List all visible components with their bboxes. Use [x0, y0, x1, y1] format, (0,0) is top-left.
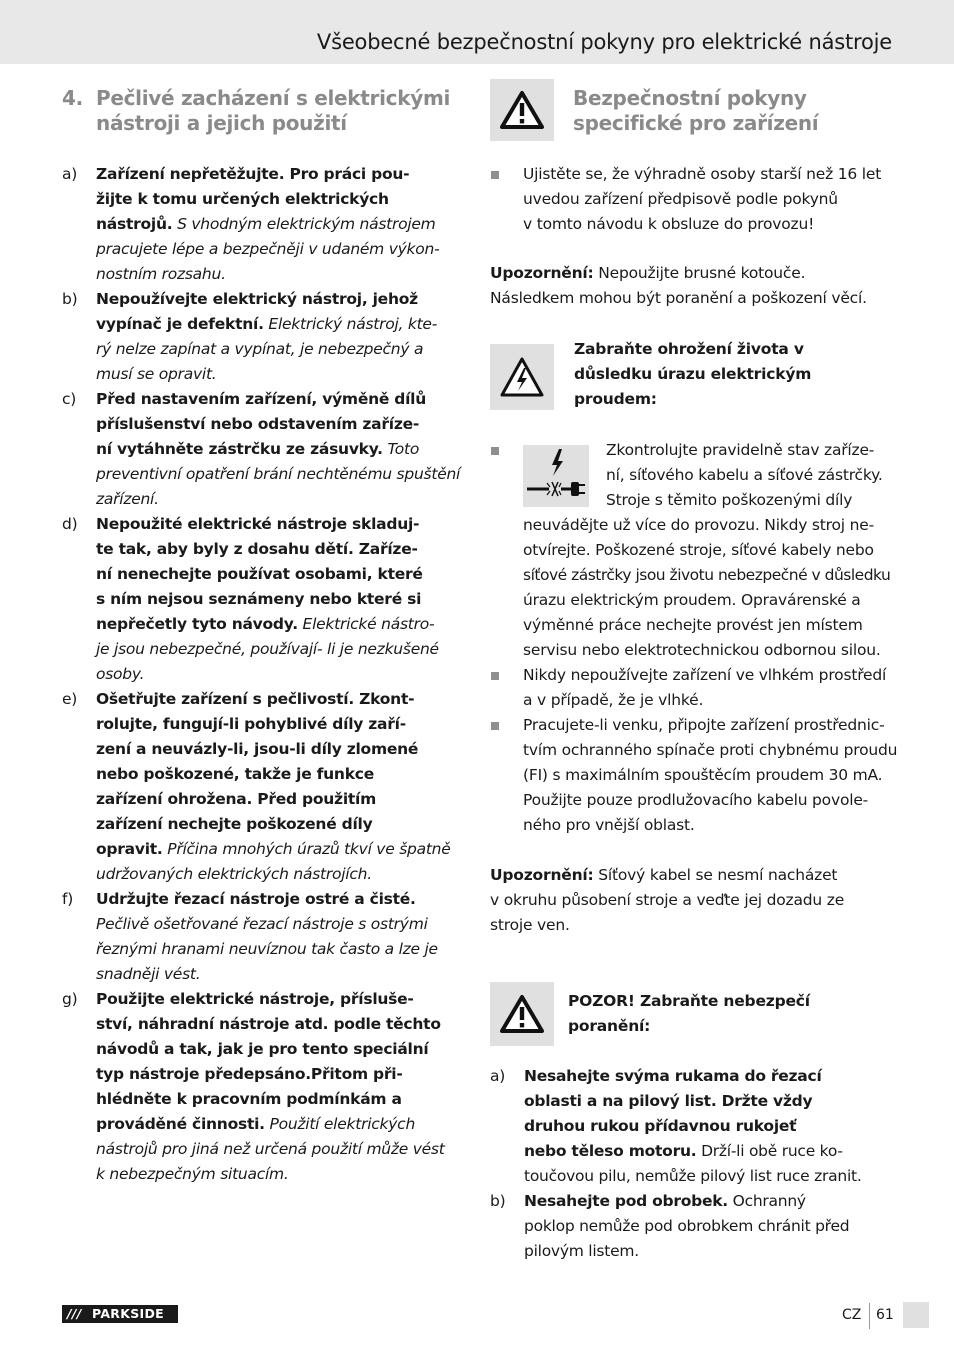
- warning-triangle-icon: [499, 994, 545, 1034]
- footer-marker-box: [903, 1302, 929, 1328]
- text-line: [524, 1089, 894, 1114]
- list-item: [490, 1189, 900, 1264]
- note-text: Nepoužijte brusné kotouče.: [593, 264, 806, 282]
- text-run: Drží-li obě ruce ko-: [696, 1142, 843, 1160]
- text-run: příslušenství nebo odstavením zaříze-: [96, 415, 420, 433]
- text-run: rý nelze zapínat a vypínat, je nebezpečný a: [96, 340, 424, 358]
- text-line: [490, 261, 900, 286]
- text-line: [96, 412, 466, 437]
- text-line: [96, 612, 466, 637]
- text-run: ství, náhradní nástroje atd. podle těchto: [96, 1015, 441, 1033]
- text-line: [96, 637, 466, 662]
- bullet-marker: [491, 171, 499, 179]
- text-run: pilovým listem.: [524, 1242, 639, 1260]
- text-line: [96, 1087, 466, 1112]
- text-line: Stroje s těmito poškozenými díly: [606, 491, 853, 509]
- text-line: [490, 863, 900, 888]
- text-run: Toto: [382, 440, 420, 458]
- footer-page-number: 61: [876, 1307, 894, 1323]
- text-line: [96, 162, 466, 187]
- text-run: Ochranný: [727, 1192, 806, 1210]
- text-run: Elektrický nástroj, kte-: [263, 315, 438, 333]
- text-run: poklop nemůže pod obrobkem chránit před: [524, 1217, 850, 1235]
- text-run: návodů a tak, jak je pro tento speciální: [96, 1040, 429, 1058]
- text-run: nebo poškozené, takže je funkce: [96, 765, 374, 783]
- text-run: Pečlivě ošetřované řezací nástroje s ostrými: [96, 915, 428, 933]
- item-body: [96, 162, 466, 287]
- text-run: S vhodným elektrickým nástrojem: [172, 215, 436, 233]
- text-line: neuvádějte už více do provozu. Nikdy stroj ne-: [523, 516, 874, 534]
- bullet-inspect-cable-short: [606, 438, 900, 513]
- text-run: pracujete lépe a bezpečněji v udaném výkon-: [96, 240, 440, 258]
- text-line: [96, 187, 466, 212]
- text-line: [96, 937, 466, 962]
- item-body: [96, 287, 466, 387]
- text-line: Ujistěte se, že výhradně osoby starší než 16 let: [523, 165, 882, 183]
- text-run: Ošetřujte zařízení s pečlivostí. Zkont-: [96, 690, 415, 708]
- text-run: rolujte, fungují-li pohyblivé díly zaří-: [96, 715, 406, 733]
- text-run: zařízení.: [96, 490, 159, 508]
- warning-triangle-icon: [499, 90, 545, 130]
- text-line: POZOR! Zabraňte nebezpečí: [568, 992, 810, 1010]
- electric-shock-plug-box: [523, 445, 589, 507]
- bullet-inspect-cable: [523, 513, 903, 663]
- text-line: [96, 737, 466, 762]
- text-run: musí se opravit.: [96, 365, 217, 383]
- text-run: s ním nejsou seznámeny nebo které si: [96, 590, 422, 608]
- text-line: [96, 837, 466, 862]
- text-line: ní, síťového kabelu a síťové zástrčky.: [606, 466, 883, 484]
- text-line: [96, 762, 466, 787]
- item-label: b): [62, 290, 78, 308]
- text-line: [96, 387, 466, 412]
- item-label: c): [62, 390, 77, 408]
- note-label: Upozornění:: [490, 264, 594, 282]
- text-line: poranění:: [568, 1017, 651, 1035]
- text-line: [96, 262, 466, 287]
- list-item: [62, 162, 472, 287]
- text-run: řeznými hranami neuvíznou tak často a lze je: [96, 940, 438, 958]
- text-line: [96, 537, 466, 562]
- text-line: [96, 1037, 466, 1062]
- bullet-age-restriction: [523, 162, 903, 237]
- list-item: [62, 687, 472, 887]
- text-run: Udržujte řezací nástroje ostré a čisté.: [96, 890, 416, 908]
- text-run: snadněji vést.: [96, 965, 201, 983]
- text-line: [96, 887, 466, 912]
- item-body: [96, 387, 466, 512]
- bullet-marker: [491, 672, 499, 680]
- text-run: zařízení nechejte poškozené díly: [96, 815, 373, 833]
- text-run: ní vytáhněte zástrčku ze zásuvky.: [96, 440, 383, 458]
- text-run: Nepoužité elektrické nástroje skladuj-: [96, 515, 420, 533]
- text-line: ného pro vnější oblast.: [523, 816, 695, 834]
- item-body: [96, 687, 466, 887]
- text-run: Elektrické nástro-: [297, 615, 435, 633]
- text-line: [96, 212, 466, 237]
- text-line: [96, 662, 466, 687]
- text-run: ní nenechejte používat osobami, které: [96, 565, 423, 583]
- text-run: typ nástroje předepsáno.Přitom při-: [96, 1065, 403, 1083]
- text-run: druhou rukou přídavnou rukojeť: [524, 1117, 797, 1135]
- list-item: [62, 887, 472, 987]
- injury-warning-box: [490, 982, 554, 1046]
- text-line: [524, 1064, 894, 1089]
- electric-warning-box: [490, 344, 554, 410]
- text-run: je jsou nebezpečné, používají- li je nezkušené: [96, 640, 439, 658]
- text-run: oblasti a na pilový list. Držte vždy: [524, 1092, 813, 1110]
- item-label: b): [490, 1192, 506, 1210]
- text-line: otvírejte. Poškozené stroje, síťové kabely nebo: [523, 541, 874, 559]
- item-body: [524, 1064, 894, 1189]
- note-text: Síťový kabel se nesmí nacházet: [593, 866, 838, 884]
- text-run: te tak, aby byly z dosahu dětí. Zaříze-: [96, 540, 418, 558]
- item-label: e): [62, 690, 78, 708]
- text-line: a v případě, že je vlhké.: [523, 691, 704, 709]
- text-line: [96, 687, 466, 712]
- text-line: [96, 712, 466, 737]
- text-line: [524, 1189, 894, 1214]
- text-line: [96, 587, 466, 612]
- text-line: [96, 312, 466, 337]
- text-line: Nikdy nepoužívejte zařízení ve vlhkém prostředí: [523, 666, 887, 684]
- text-line: [524, 1164, 894, 1189]
- text-line: [524, 1214, 894, 1239]
- text-run: udržovaných elektrických nástrojích.: [96, 865, 372, 883]
- text-line: tvím ochranného spínače proti chybnému proudu: [523, 741, 898, 759]
- text-line: [96, 812, 466, 837]
- parkside-logo: [62, 1305, 178, 1323]
- text-run: Nesahejte svýma rukama do řezací: [524, 1067, 822, 1085]
- text-run: nástrojů.: [96, 215, 173, 233]
- text-line: stroje ven.: [490, 916, 570, 934]
- text-line: [96, 862, 466, 887]
- text-line: [96, 1112, 466, 1137]
- text-line: (FI) s maximálním spouštěcím proudem 30 mA.: [523, 766, 883, 784]
- logo-brand: PARKSIDE: [92, 1306, 164, 1321]
- text-line: [96, 787, 466, 812]
- list-item: [62, 987, 472, 1187]
- text-line: [524, 1114, 894, 1139]
- text-line: proudem:: [574, 390, 657, 408]
- bullet-marker: [491, 447, 499, 455]
- item-body: [96, 887, 466, 987]
- text-line: [96, 1162, 466, 1187]
- item-label: f): [62, 890, 74, 908]
- text-run: Zařízení nepřetěžujte. Pro práci pou-: [96, 165, 410, 183]
- item-label: a): [62, 165, 78, 183]
- item-label: a): [490, 1067, 506, 1085]
- note-grinding-discs: [490, 261, 900, 311]
- bullet-marker: [491, 722, 499, 730]
- text-line: [96, 1137, 466, 1162]
- electric-shock-plug-icon: [523, 445, 589, 507]
- note-power-cable: [490, 863, 900, 938]
- text-run: Nesahejte pod obrobek.: [524, 1192, 728, 1210]
- item-body: [524, 1189, 894, 1264]
- text-line: [96, 237, 466, 262]
- text-line: v okruhu působení stroje a veďte jej dozadu ze: [490, 891, 845, 909]
- text-run: Použití elektrických: [264, 1115, 416, 1133]
- footer-language: CZ: [842, 1307, 862, 1323]
- text-run: prováděné činnosti.: [96, 1115, 265, 1133]
- text-line: [524, 1239, 894, 1264]
- text-line: uvedou zařízení předpisově podle pokynů: [523, 190, 838, 208]
- text-run: Příčina mnohých úrazů tkví ve špatně: [162, 840, 451, 858]
- text-line: úrazu elektrickým proudem. Opravárenské a: [523, 591, 861, 609]
- section-title-line-2: nástroji a jejich použití: [96, 111, 347, 135]
- electric-warning-text: [574, 337, 894, 412]
- list-item: [490, 1064, 900, 1189]
- item-label: d): [62, 515, 78, 533]
- bullet-outdoor-fi: [523, 713, 903, 838]
- text-run: Před nastavením zařízení, výměně dílů: [96, 390, 427, 408]
- text-line: síťové zástrčky jsou životu nebezpečné v důsledku: [523, 566, 891, 584]
- text-line: servisu nebo elektrotechnickou odbornou silou.: [523, 641, 881, 659]
- text-line: [96, 1062, 466, 1087]
- text-run: nástrojů pro jiná než určená použití může vést: [96, 1140, 445, 1158]
- text-line: [96, 987, 466, 1012]
- text-line: [524, 1139, 894, 1164]
- text-line: Následkem mohou být poranění a poškození věcí.: [490, 289, 867, 307]
- text-line: [96, 562, 466, 587]
- list-item: [62, 287, 472, 387]
- text-line: důsledku úrazu elektrickým: [574, 365, 812, 383]
- text-line: v tomto návodu k obsluze do provozu!: [523, 215, 815, 233]
- footer-divider: [869, 1303, 870, 1329]
- note-label: Upozornění:: [490, 866, 594, 884]
- text-line: [96, 962, 466, 987]
- text-run: k nebezpečným situacím.: [96, 1165, 289, 1183]
- text-run: nostním rozsahu.: [96, 265, 226, 283]
- text-run: osoby.: [96, 665, 145, 683]
- specific-title-line-1: Bezpečnostní pokyny: [573, 86, 807, 110]
- text-line: [96, 487, 466, 512]
- text-run: preventivní opatření brání nechtěnému spuštění: [96, 465, 461, 483]
- text-line: [96, 512, 466, 537]
- item-body: [96, 512, 466, 687]
- text-line: Zabraňte ohrožení života v: [574, 340, 804, 358]
- text-line: Zkontrolujte pravidelně stav zaříze-: [606, 441, 875, 459]
- text-run: vypínač je defektní.: [96, 315, 264, 333]
- item-body: [96, 987, 466, 1187]
- text-line: [96, 337, 466, 362]
- text-line: [96, 362, 466, 387]
- text-line: [96, 912, 466, 937]
- text-run: Použijte elektrické nástroje, přísluše-: [96, 990, 414, 1008]
- logo-slashes: ///: [67, 1306, 82, 1321]
- text-run: zení a neuvázly-li, jsou-li díly zlomené: [96, 740, 419, 758]
- specific-safety-heading: [573, 86, 903, 138]
- list-item: [62, 387, 472, 512]
- text-line: Pracujete-li venku, připojte zařízení prostřednic-: [523, 716, 885, 734]
- text-line: [96, 1012, 466, 1037]
- text-run: opravit.: [96, 840, 163, 858]
- page-header-title: Všeobecné bezpečnostní pokyny pro elektrické nástroje: [316, 30, 892, 54]
- text-run: nebo těleso motoru.: [524, 1142, 697, 1160]
- text-line: [96, 437, 466, 462]
- text-line: Použijte pouze prodlužovacího kabelu povole-: [523, 791, 869, 809]
- specific-title-line-2: specifické pro zařízení: [573, 111, 819, 135]
- text-run: toučovou pilu, nemůže pilový list ruce zranit.: [524, 1167, 862, 1185]
- text-run: nepřečetly tyto návody.: [96, 615, 298, 633]
- text-line: výměnné práce nechejte provést jen místem: [523, 616, 863, 634]
- bullet-humidity: [523, 663, 903, 713]
- warning-box: [490, 79, 554, 141]
- section-title-line-1: Pečlivé zacházení s elektrickými: [96, 86, 451, 110]
- injury-warning-text: [568, 989, 898, 1039]
- section-number: 4.: [62, 86, 83, 110]
- list-item: [62, 512, 472, 687]
- text-line: [96, 287, 466, 312]
- text-run: zařízení ohrožena. Před použitím: [96, 790, 376, 808]
- text-run: žijte k tomu určených elektrických: [96, 190, 389, 208]
- section-4-heading: [62, 86, 466, 138]
- text-line: [96, 462, 466, 487]
- electric-warning-icon: [499, 356, 545, 398]
- text-run: hlédněte k pracovním podmínkám a: [96, 1090, 402, 1108]
- item-label: g): [62, 990, 78, 1008]
- text-run: Nepoužívejte elektrický nástroj, jehož: [96, 290, 418, 308]
